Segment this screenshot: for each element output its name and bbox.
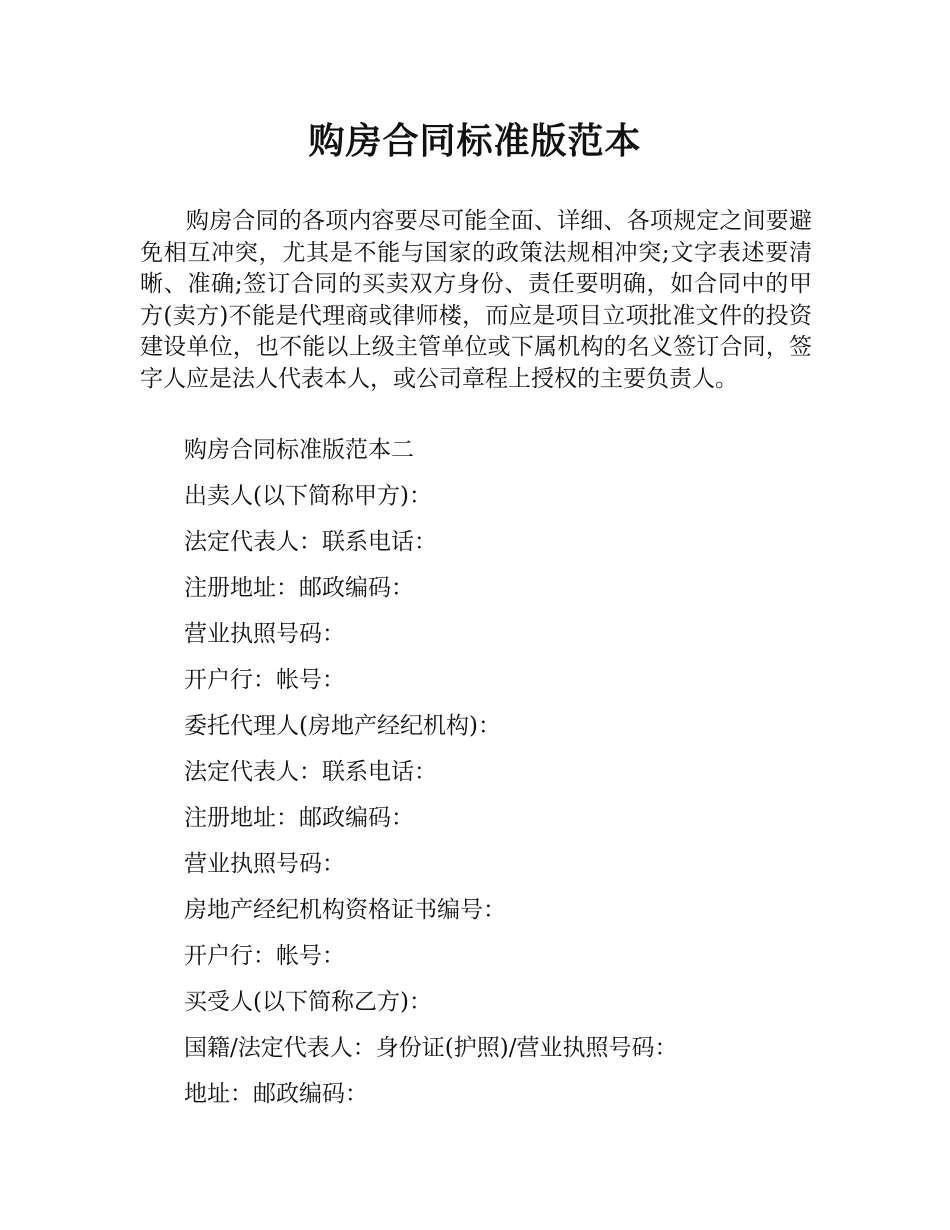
buyer-line: 买受人(以下简称乙方)：: [184, 989, 432, 1015]
section-heading: 购房合同标准版范本二: [184, 437, 414, 463]
agent-certificate-line: 房地产经纪机构资格证书编号：: [184, 897, 506, 923]
intro-paragraph: 购房合同的各项内容要尽可能全面、详细、各项规定之间要避免相互冲突，尤其是不能与国家的政策法规相冲突;文字表述要清晰、准确;签订合同的买卖双方身份、责任要明确，如合同中的甲方(卖方)不能是代理商或律师楼，而应是项目立项批准文件的投资建设单位，也不能以上级主管单位或下属机构的名义签订合同，签字人应是法人代表本人，或公司章程上授权的主要负责人。: [140, 208, 812, 392]
agent-license-line: 营业执照号码：: [184, 851, 345, 877]
agent-legal-rep-line: 法定代表人：联系电话：: [184, 759, 437, 785]
agent-bank-line: 开户行：帐号：: [184, 943, 345, 969]
seller-legal-rep-line: 法定代表人：联系电话：: [184, 529, 437, 555]
seller-line: 出卖人(以下简称甲方)：: [184, 483, 432, 509]
agent-address-line: 注册地址：邮政编码：: [184, 805, 414, 831]
buyer-address-line: 地址：邮政编码：: [184, 1081, 368, 1107]
seller-bank-line: 开户行：帐号：: [184, 667, 345, 693]
agent-line: 委托代理人(房地产经纪机构)：: [184, 713, 501, 739]
seller-address-line: 注册地址：邮政编码：: [184, 575, 414, 601]
seller-license-line: 营业执照号码：: [184, 621, 345, 647]
document-title: 购房合同标准版范本: [308, 121, 642, 162]
buyer-id-line: 国籍/法定代表人：身份证(护照)/营业执照号码：: [184, 1035, 678, 1061]
contract-field-list: [184, 430, 677, 1120]
